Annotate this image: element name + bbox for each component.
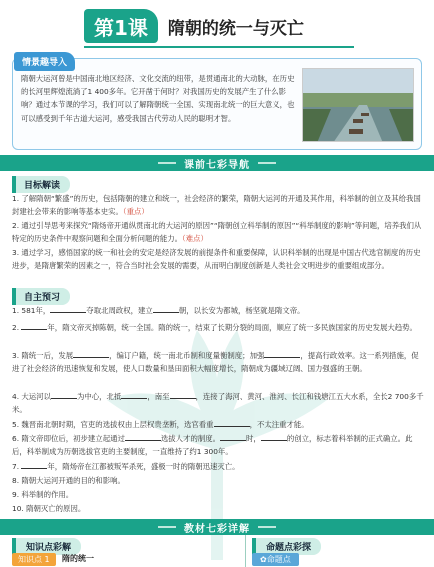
answer-blank[interactable] bbox=[125, 433, 161, 441]
answer-blank[interactable] bbox=[51, 391, 77, 399]
goal-tag: 目标解读 bbox=[12, 176, 70, 193]
answer-blank[interactable] bbox=[153, 305, 179, 313]
question-item-7: 7. 年，隋炀帝在江都被叛军杀死，盛极一时的隋朝迅速灭亡。 bbox=[12, 462, 240, 471]
question-item-3: 3. 隋统一后，发展 ，编订户籍，统一南北币制和度量衡制度；加强 ，提高行政效率。这一系列措施，促进了社会经济的迅速恢复和发展，使人口数量和垦田面积大幅度增长，隋朝成为疆域辽阔、国力强盛的王朝。 bbox=[12, 351, 419, 373]
answer-blank[interactable] bbox=[21, 461, 47, 469]
goal-item-2: 2. 通过引导思考来探究“隋炀帝开通纵贯南北的大运河的原因”“隋朝创立科举制的原因”“科举制度的影响”等问题，培养我们从特定的历史条件中观察问题和全面分析问题的能力。（难点） bbox=[12, 221, 422, 243]
answer-blank[interactable] bbox=[264, 350, 300, 358]
answer-blank[interactable] bbox=[73, 350, 109, 358]
question-item-4: 4. 大运河以 为中心，北抵 ，南至 ，连接了海河、黄河、淮河、长江和钱塘江五大水系，全长2 700多千米。 bbox=[12, 392, 424, 414]
question-tag: 命题点彩探 bbox=[252, 538, 321, 555]
answer-blank[interactable] bbox=[214, 419, 250, 427]
question-item-2: 2. 年，隋文帝灭掉陈朝，统一全国。隋的统一，结束了长期分裂的局面，顺应了统一多民族国家的历史发展大趋势。 bbox=[12, 323, 417, 332]
title-underline bbox=[84, 46, 354, 48]
question-item-10: 10. 隋朝灭亡的原因。 bbox=[12, 504, 86, 513]
question-item-9: 9. 科举制的作用。 bbox=[12, 490, 74, 499]
self-study-tag: 自主预习 bbox=[12, 288, 70, 305]
answer-blank[interactable] bbox=[220, 433, 246, 441]
question-item-8: 8. 隋朝大运河开通的目的和影响。 bbox=[12, 476, 125, 485]
question-item-5: 5. 魏晋南北朝时期，官吏的选拔权由上层权贵垄断，选官看重 ，不太注重才能。 bbox=[12, 420, 309, 429]
question-item-1: 1. 581年， 夺取北周政权，建立 朝，以长安为都城，杨坚就是隋文帝。 bbox=[12, 306, 305, 315]
knowledge-point-badge: 知识点 1 bbox=[12, 553, 56, 566]
question-point-badge: ✿命题点 bbox=[252, 553, 299, 566]
answer-blank[interactable] bbox=[21, 322, 47, 330]
page-title: 隋朝的统一与灭亡 bbox=[167, 18, 304, 39]
intro-text: 隋朝大运河曾是中国南北地区经济、文化交流的纽带，是贯通南北的大动脉，在历史的长河里辉煌流淌了1 400多年。它开凿于何时？对我国历史的发展产生了什么影响？通过本节课的学习，我们可以了解隋朝统一全国、实现南北统一的巨大意义，也可以感受到千年古道大运河，感受我国古代劳动人民的聪明才智。 bbox=[21, 74, 295, 123]
knowledge-point-title: 隋的统一 bbox=[62, 554, 94, 563]
question-item-6: 6. 隋文帝即位后，初步建立起通过 选拔人才的制度。 时， 的创立，标志着科举制的正式确立。此后，科举制成为历朝选拔官吏的主要制度，一直维持了约1 300年。 bbox=[12, 434, 413, 456]
intro-tag: 情景趣导入 bbox=[14, 52, 75, 71]
answer-blank[interactable] bbox=[50, 305, 86, 313]
lesson-badge: 第1课 bbox=[84, 9, 158, 43]
lesson-header bbox=[84, 6, 350, 46]
answer-blank[interactable] bbox=[121, 391, 147, 399]
canal-photo bbox=[302, 68, 414, 142]
knowledge-tag: 知识点彩解 bbox=[12, 538, 81, 555]
answer-blank[interactable] bbox=[170, 391, 196, 399]
answer-blank[interactable] bbox=[261, 433, 287, 441]
section-bar-detail: 教材七彩详解 bbox=[0, 519, 434, 535]
column-divider bbox=[245, 535, 246, 567]
goal-item-1: 1. 了解隋朝“繁盛”的历史，包括隋朝的建立和统一，社会经济的繁荣，隋朝大运河的开通及其作用，科举制的创立及其给我国封建社会带来的影响等基本史实。（重点） bbox=[12, 194, 421, 216]
section-bar-preview: 课前七彩导航 bbox=[0, 155, 434, 171]
goal-item-3: 3. 通过学习，感悟国家的统一和社会的安定是经济发展的前提条件和重要保障，认识科举制的出现是中国古代选官制度的历史进步，是隋唐繁荣的因素之一，符合当时社会发展的需要，从而明白制度创新是人类社会文明进步的重要组成部分。 bbox=[12, 248, 421, 270]
